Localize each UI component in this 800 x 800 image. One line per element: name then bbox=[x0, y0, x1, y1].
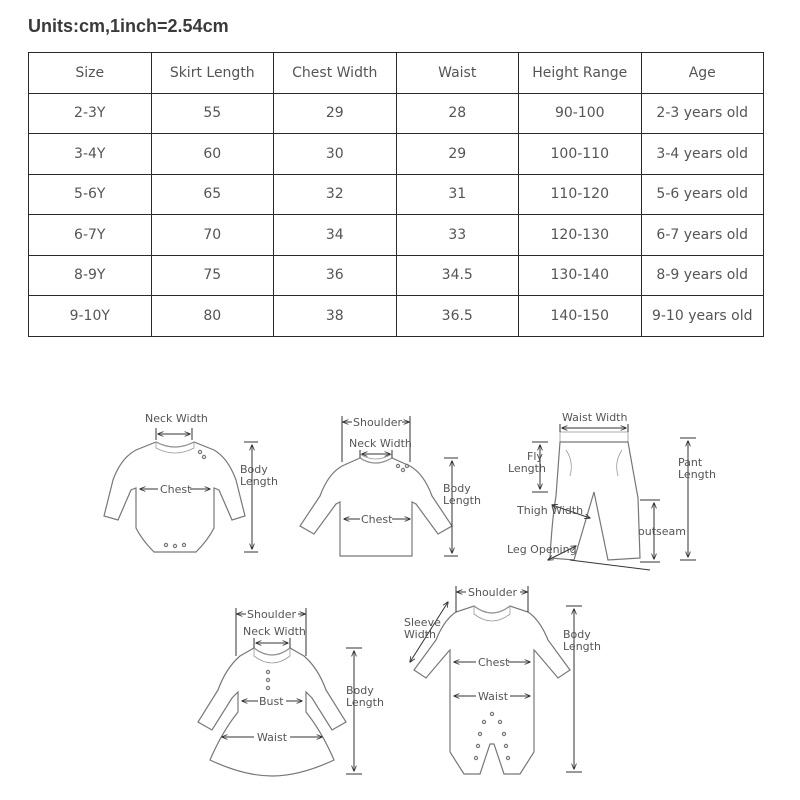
body-length-label: Length bbox=[240, 475, 278, 488]
fly-length-label: Fly bbox=[527, 450, 543, 463]
cell-size: 8-9Y bbox=[29, 255, 152, 296]
table-row bbox=[29, 255, 764, 296]
waist-label: Waist bbox=[257, 731, 288, 744]
cell-height-range: 120-130 bbox=[519, 215, 642, 256]
body-length-label: Length bbox=[346, 696, 384, 709]
cell-waist: 34.5 bbox=[396, 255, 519, 296]
pants-waistband bbox=[560, 432, 628, 442]
shoulder-label: Shoulder bbox=[468, 586, 517, 599]
table-row bbox=[29, 134, 764, 175]
shoulder-label: Shoulder bbox=[247, 608, 296, 621]
cell-chest-width: 29 bbox=[274, 93, 397, 134]
cell-age: 6-7 years old bbox=[641, 215, 764, 256]
cell-chest-width: 34 bbox=[274, 215, 397, 256]
neck-width-label: Neck Width bbox=[243, 625, 306, 638]
cell-waist: 36.5 bbox=[396, 296, 519, 337]
cell-chest-width: 36 bbox=[274, 255, 397, 296]
body-length-label: Body bbox=[563, 628, 591, 641]
outseam-label: outseam bbox=[638, 525, 686, 538]
cell-skirt-length: 60 bbox=[151, 134, 274, 175]
shoulder-label: Shoulder bbox=[353, 416, 402, 429]
neck-width-label: Neck Width bbox=[349, 437, 412, 450]
cell-chest-width: 38 bbox=[274, 296, 397, 337]
header-height-range: Height Range bbox=[519, 53, 642, 94]
cell-skirt-length: 55 bbox=[151, 93, 274, 134]
fly-length-label: Length bbox=[508, 462, 546, 475]
cell-size: 3-4Y bbox=[29, 134, 152, 175]
size-table bbox=[28, 52, 764, 337]
waist-width-label: Waist Width bbox=[562, 411, 628, 424]
cell-skirt-length: 80 bbox=[151, 296, 274, 337]
sleeve-width-label: Width bbox=[404, 628, 436, 641]
cell-size: 2-3Y bbox=[29, 93, 152, 134]
sweater-diagram bbox=[300, 416, 481, 556]
header-skirt-length: Skirt Length bbox=[151, 53, 274, 94]
cell-age: 2-3 years old bbox=[641, 93, 764, 134]
body-length-label: Length bbox=[443, 494, 481, 507]
dress-outline bbox=[198, 648, 346, 776]
body-length-label: Body bbox=[443, 482, 471, 495]
cell-age: 5-6 years old bbox=[641, 174, 764, 215]
cell-waist: 33 bbox=[396, 215, 519, 256]
measurement-diagrams bbox=[0, 360, 800, 800]
cell-waist: 29 bbox=[396, 134, 519, 175]
cell-size: 5-6Y bbox=[29, 174, 152, 215]
dress-diagram bbox=[198, 608, 384, 776]
header-waist: Waist bbox=[396, 53, 519, 94]
chest-label: Chest bbox=[361, 513, 393, 526]
cell-height-range: 110-120 bbox=[519, 174, 642, 215]
cell-height-range: 90-100 bbox=[519, 93, 642, 134]
body-length-label: Body bbox=[346, 684, 374, 697]
bodysuit-diagram bbox=[104, 412, 278, 552]
pants-diagram bbox=[507, 411, 716, 570]
waist-label: Waist bbox=[478, 690, 509, 703]
bust-label: Bust bbox=[259, 695, 284, 708]
bodysuit-outline bbox=[104, 442, 245, 552]
cell-waist: 28 bbox=[396, 93, 519, 134]
leg-opening-label: Leg Opening bbox=[507, 543, 577, 556]
header-age: Age bbox=[641, 53, 764, 94]
table-row bbox=[29, 93, 764, 134]
cell-age: 8-9 years old bbox=[641, 255, 764, 296]
thigh-width-label: Thigh Width bbox=[517, 504, 584, 517]
cell-size: 9-10Y bbox=[29, 296, 152, 337]
header-size: Size bbox=[29, 53, 152, 94]
pant-length-label: Pant bbox=[678, 456, 703, 469]
cell-height-range: 140-150 bbox=[519, 296, 642, 337]
body-length-label: Body bbox=[240, 463, 268, 476]
pant-length-label: Length bbox=[678, 468, 716, 481]
cell-size: 6-7Y bbox=[29, 215, 152, 256]
table-row bbox=[29, 215, 764, 256]
cell-age: 3-4 years old bbox=[641, 134, 764, 175]
table-header-row bbox=[29, 53, 764, 94]
cell-chest-width: 30 bbox=[274, 134, 397, 175]
neck-width-label: Neck Width bbox=[145, 412, 208, 425]
romper-diagram bbox=[404, 586, 601, 774]
body-length-label: Length bbox=[563, 640, 601, 653]
units-note: Units:cm,1inch=2.54cm bbox=[28, 16, 229, 36]
table-row bbox=[29, 174, 764, 215]
sweater-outline bbox=[300, 458, 452, 556]
cell-height-range: 130-140 bbox=[519, 255, 642, 296]
cell-skirt-length: 65 bbox=[151, 174, 274, 215]
cell-skirt-length: 70 bbox=[151, 215, 274, 256]
cell-waist: 31 bbox=[396, 174, 519, 215]
sweater-collar bbox=[360, 454, 392, 463]
cell-age: 9-10 years old bbox=[641, 296, 764, 337]
chest-label: Chest bbox=[478, 656, 510, 669]
table-row bbox=[29, 296, 764, 337]
chest-label: Chest bbox=[160, 483, 192, 496]
cell-skirt-length: 75 bbox=[151, 255, 274, 296]
cell-height-range: 100-110 bbox=[519, 134, 642, 175]
header-chest-width: Chest Width bbox=[274, 53, 397, 94]
sleeve-width-label: Sleeve bbox=[404, 616, 441, 629]
cell-chest-width: 32 bbox=[274, 174, 397, 215]
